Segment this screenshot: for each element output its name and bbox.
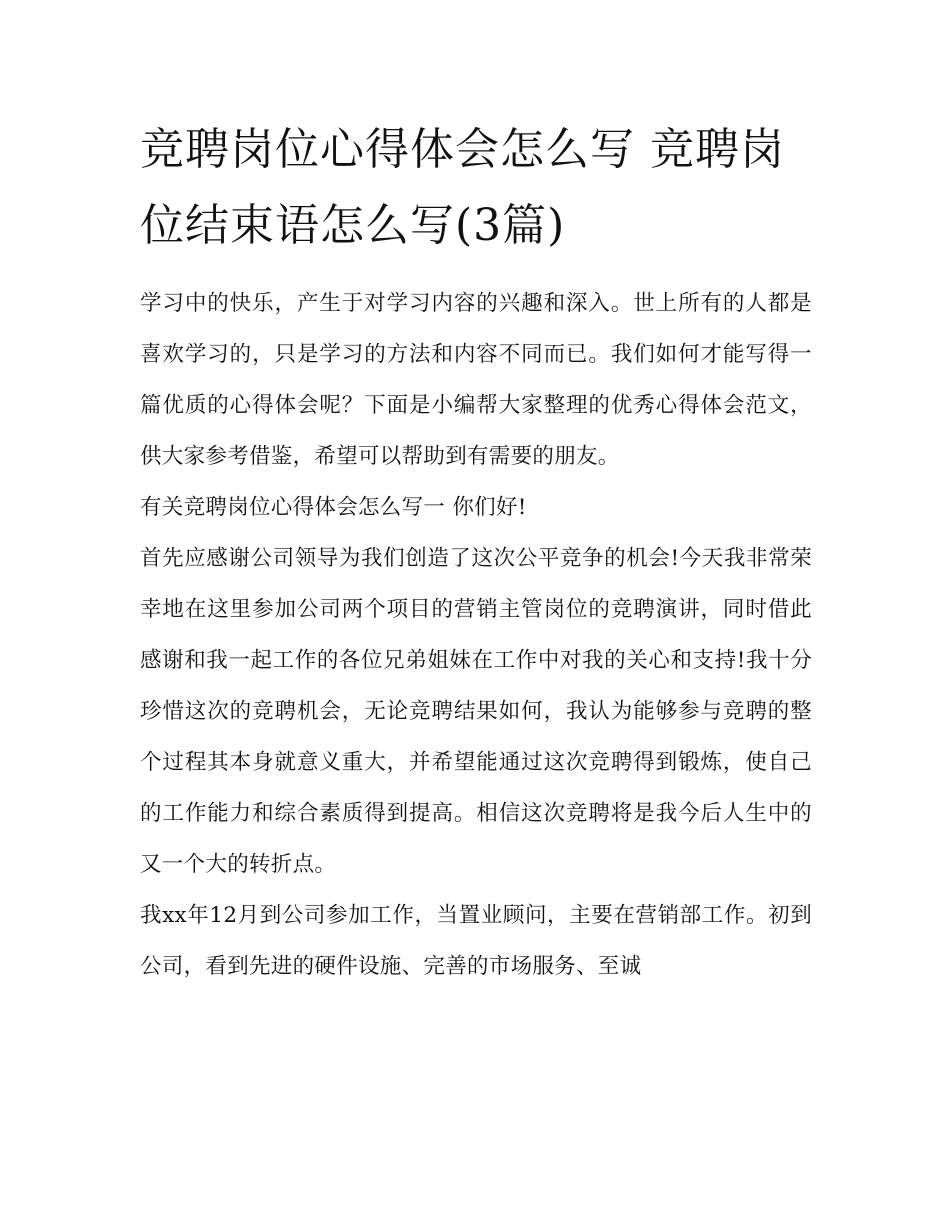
intro-paragraph: 学习中的快乐，产生于对学习内容的兴趣和深入。世上所有的人都是喜欢学习的，只是学习的方法和内容不同而已。我们如何才能写得一篇优质的心得体会呢？下面是小编帮大家整理的优秀心得体会范文，供大家参考借鉴，希望可以帮助到有需要的朋友。 xyxy=(140,291,812,469)
document-page xyxy=(140,112,812,992)
section-heading-paragraph: 有关竞聘岗位心得体会怎么写一 你们好! xyxy=(140,495,527,520)
body-paragraph: 我xx年12月到公司参加工作，当置业顾问，主要在营销部工作。初到公司，看到先进的硬件设施、完善的市场服务、至诚 xyxy=(140,903,812,979)
body-paragraph: 首先应感谢公司领导为我们创造了这次公平竞争的机会!今天我非常荣幸地在这里参加公司两个项目的营销主管岗位的竞聘演讲，同时借此感谢和我一起工作的各位兄弟姐妹在工作中对我的关心和支持!我十分珍惜这次的竞聘机会，无论竞聘结果如何，我认为能够参与竞聘的整个过程其本身就意义重大，并希望能通过这次竞聘得到锻炼，使自己的工作能力和综合素质得到提高。相信这次竞聘将是我今后人生中的又一个大的转折点。 xyxy=(140,546,812,877)
document-title: 竞聘岗位心得体会怎么写 竞聘岗位结束语怎么写(3篇) xyxy=(140,124,785,251)
